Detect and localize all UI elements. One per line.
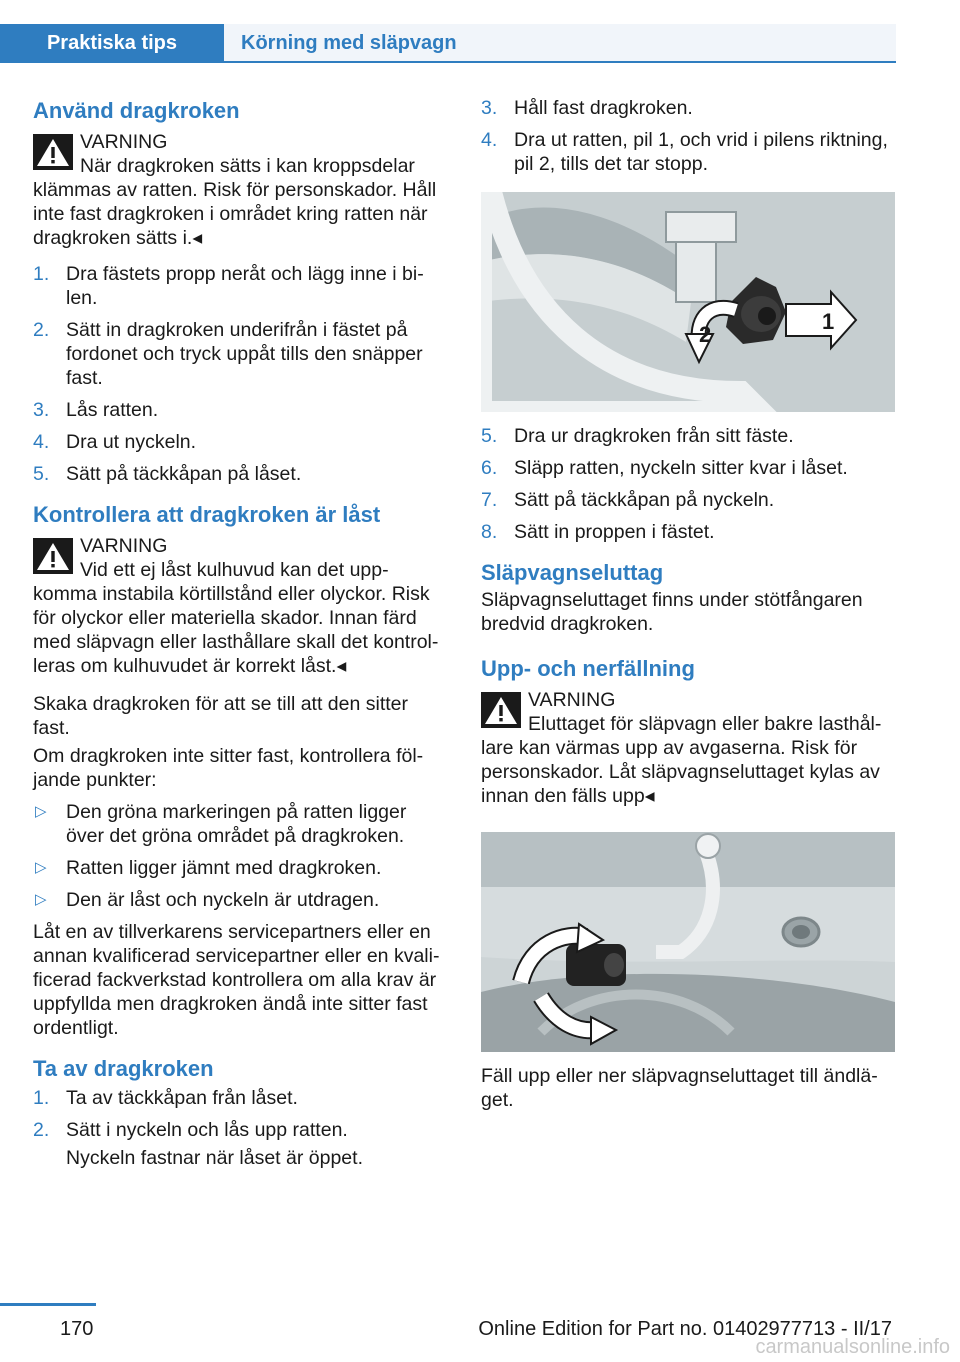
step-number: 6. — [481, 457, 498, 479]
warning-icon — [33, 134, 73, 170]
figure-caption: Fäll upp eller ner släpvagnseluttaget till ändläget. — [481, 1065, 878, 1111]
list-item — [33, 1118, 447, 1142]
tab-praktiska-tips[interactable]: Praktiska tips — [0, 24, 224, 62]
warning-heading: VARNING — [528, 689, 616, 711]
step-number: 2. — [33, 1119, 50, 1141]
step-number: 5. — [33, 463, 50, 485]
section-title-slapvagnseluttag: Släpvagnseluttag — [481, 560, 664, 585]
paragraph: Skaka dragkroken för att se till att den sitter fast. — [33, 693, 409, 739]
check-list — [33, 800, 447, 912]
warning-icon — [33, 538, 73, 574]
step-text: Sätt i nyckeln och lås upp ratten. — [66, 1119, 348, 1141]
steps-list — [481, 424, 895, 544]
list-item — [481, 456, 895, 480]
trailer-socket-illustration — [481, 832, 895, 1052]
warning-text: klämmas av ratten. Risk för personskador. Håll inte fast dragkroken i området kring ratten när dragkroken sätts i.◂ — [33, 179, 437, 249]
triangle-bullet-icon: ▷ — [35, 803, 47, 820]
section-title-upp-och-nerfallning: Upp- och nerfällning — [481, 656, 695, 681]
warning-block — [481, 688, 895, 808]
list-item — [33, 1086, 447, 1110]
header-bar — [0, 0, 960, 66]
step-text: Sätt på täckkåpan på nyckeln. — [514, 489, 775, 511]
tow-hook-knob-drawing — [481, 192, 895, 412]
warning-block — [33, 534, 447, 678]
list-item — [33, 462, 447, 486]
step-text: Dra ur dragkroken från sitt fäste. — [514, 425, 794, 447]
section-title-kontrollera: Kontrollera att dragkroken är låst — [33, 502, 381, 527]
warning-icon — [481, 692, 521, 728]
footer-divider — [0, 1303, 96, 1306]
step-number: 1. — [33, 263, 50, 285]
page-number: 170 — [60, 1318, 94, 1340]
step-text: Dra fästets propp neråt och lägg inne i bilen. — [66, 263, 424, 309]
paragraph: Släpvagnseluttaget finns under stötfångaren bredvid dragkroken. — [481, 589, 863, 635]
list-item — [33, 398, 447, 422]
trailer-socket-drawing — [481, 832, 895, 1052]
list-item — [33, 888, 447, 912]
step-number: 2. — [33, 319, 50, 341]
list-item — [481, 520, 895, 544]
warning-text: lare kan värmas upp av avgaserna. Risk för personskador. Låt släpvagnseluttaget kylas av innan den fälls upp◂ — [481, 737, 880, 807]
left-column — [33, 96, 447, 1170]
arrow-label-1: 1 — [822, 309, 835, 334]
header-divider — [0, 61, 896, 63]
triangle-bullet-icon: ▷ — [35, 859, 47, 876]
step-text: Lås ratten. — [66, 399, 159, 421]
warning-text-line: Vid ett ej låst kulhuvud kan det upp- — [80, 559, 389, 581]
warning-heading: VARNING — [80, 535, 168, 557]
warning-block — [33, 130, 447, 250]
triangle-bullet-icon: ▷ — [35, 891, 47, 908]
arrow-label-2: 2 — [699, 322, 712, 347]
right-column — [481, 96, 895, 1112]
list-item — [33, 318, 447, 390]
warning-text: komma instabila körtillstånd eller olyckor. Risk för olyckor eller materiella skador. Innan färd med släpvagn eller lasthållare skall det kontrolleras om kulhuvudet är korrekt låst.◂ — [33, 583, 439, 677]
bullet-text: Den gröna markeringen på ratten ligger över det gröna området på dragkroken. — [66, 801, 407, 847]
step-number: 4. — [33, 431, 50, 453]
edition-text: Online Edition for Part no. 01402977713 - II/17 — [478, 1318, 892, 1340]
step-text: Håll fast dragkroken. — [514, 97, 693, 119]
section-title-anvand: Använd dragkroken — [33, 98, 240, 123]
step-text: Dra ut nyckeln. — [66, 431, 197, 453]
step-text: Sätt på täckkåpan på låset. — [66, 463, 302, 485]
step-number: 5. — [481, 425, 498, 447]
step-number: 7. — [481, 489, 498, 511]
section-title-ta-av: Ta av dragkroken — [33, 1056, 214, 1081]
warning-text-line: När dragkroken sätts i kan kroppsdelar — [80, 155, 415, 177]
tab-korning-med-slapvagn[interactable]: Körning med släpvagn — [224, 24, 896, 62]
steps-list — [481, 96, 895, 176]
bullet-text: Ratten ligger jämnt med dragkroken. — [66, 857, 382, 879]
step-text: Dra ut ratten, pil 1, och vrid i pilens riktning, pil 2, tills det tar stopp. — [514, 129, 888, 175]
list-item — [481, 488, 895, 512]
warning-heading: VARNING — [80, 131, 168, 153]
tow-hook-knob-illustration — [481, 192, 895, 412]
list-item — [481, 96, 895, 120]
watermark: carmanualsonline.info — [755, 1336, 950, 1358]
steps-list — [33, 1086, 447, 1142]
list-item — [33, 856, 447, 880]
step-number: 8. — [481, 521, 498, 543]
list-item — [481, 128, 895, 176]
bullet-text: Den är låst och nyckeln är utdragen. — [66, 889, 380, 911]
step-text: Sätt in proppen i fästet. — [514, 521, 715, 543]
step-text: Ta av täckkåpan från låset. — [66, 1087, 298, 1109]
paragraph: Låt en av tillverkarens servicepartners eller en annan kvalificerad servicepartner eller en kvalificerad fackverkstad kontrollera om alla krav är uppfyllda men dragkroken ändå inte sitter fast ordentligt. — [33, 921, 440, 1039]
paragraph: Om dragkroken inte sitter fast, kontrollera följande punkter: — [33, 745, 424, 791]
step-text: Sätt in dragkroken underifrån i fästet på fordonet och tryck uppåt tills den snäpper fast. — [66, 319, 423, 389]
step-number: 3. — [33, 399, 50, 421]
steps-list — [33, 262, 447, 486]
warning-text-line: Eluttaget för släpvagn eller bakre lasthål- — [528, 713, 882, 735]
list-item — [33, 430, 447, 454]
step-number: 1. — [33, 1087, 50, 1109]
step-number: 4. — [481, 129, 498, 151]
list-item — [481, 424, 895, 448]
step-note: Nyckeln fastnar när låset är öppet. — [66, 1147, 363, 1169]
list-item — [33, 262, 447, 310]
step-text: Släpp ratten, nyckeln sitter kvar i låset. — [514, 457, 848, 479]
step-number: 3. — [481, 97, 498, 119]
list-item — [33, 800, 447, 848]
